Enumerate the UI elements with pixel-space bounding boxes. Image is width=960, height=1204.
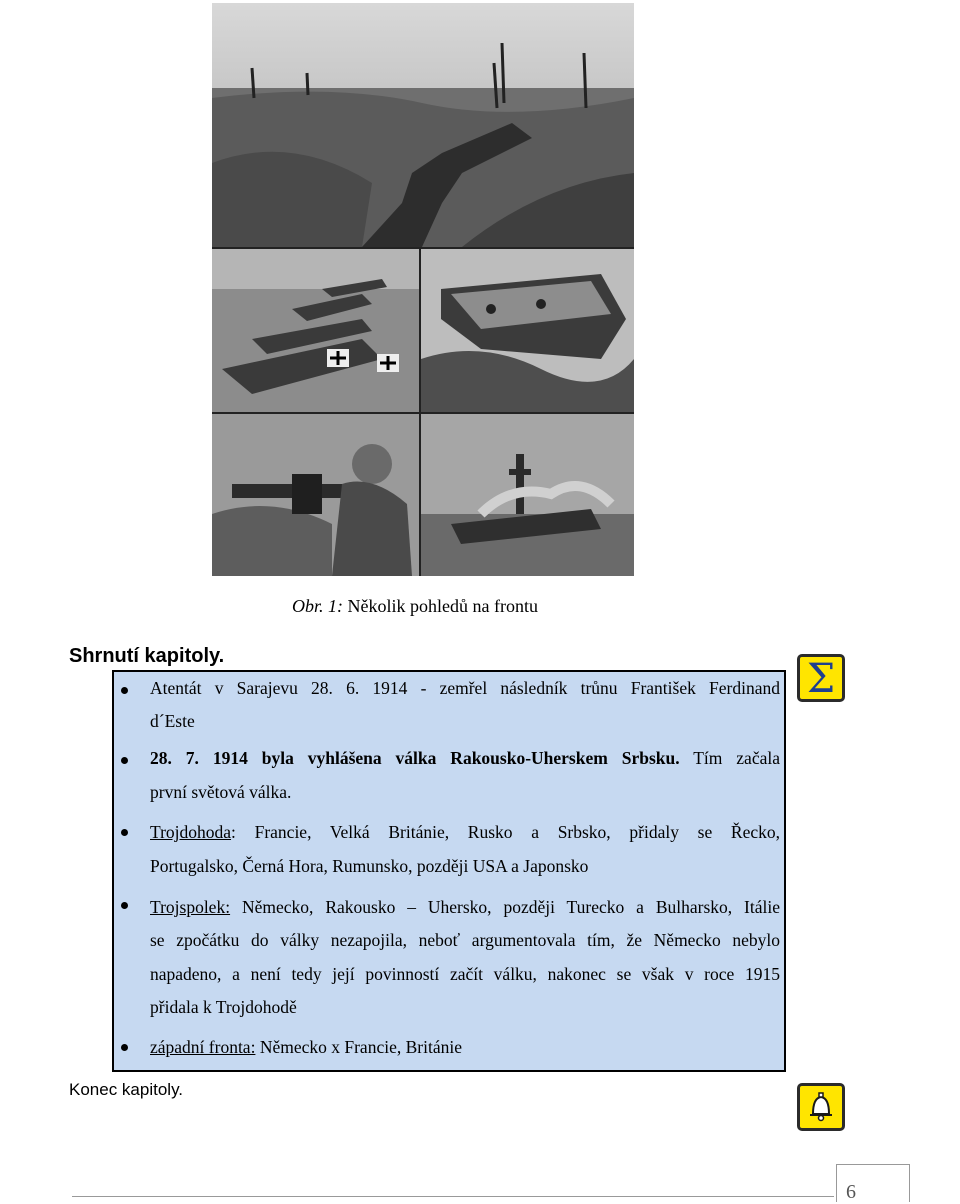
bullet-1-line-1: Atentát v Sarajevu 28. 6. 1914 - zemřel následník trůnu František Ferdinand bbox=[150, 678, 780, 698]
bullet-3-line-1 bbox=[150, 822, 780, 843]
bullet-dot bbox=[121, 829, 128, 836]
bullet-3-rest: : Francie, Velká Británie, Rusko a Srbsko, přidaly se Řecko, bbox=[231, 822, 780, 842]
photo-tank bbox=[421, 249, 634, 412]
bell-icon bbox=[797, 1083, 845, 1131]
bullet-4-line-2: se zpočátku do války nezapojila, neboť argumentovala tím, že Německo nebylo bbox=[150, 930, 780, 950]
bullet-1-line-2: d´Este bbox=[150, 711, 195, 731]
sigma-icon: Σ bbox=[797, 654, 845, 702]
bullet-2-line-1 bbox=[150, 748, 780, 769]
end-of-chapter-label: Konec kapitoly. bbox=[69, 1080, 184, 1099]
bullet-2-rest-text: Tím začala bbox=[693, 748, 780, 768]
page-number: 6 bbox=[846, 1181, 856, 1203]
photo-sinking-warship bbox=[421, 414, 634, 576]
bullet-5-line-1 bbox=[150, 1037, 462, 1058]
term-trojdohoda: Trojdohoda bbox=[150, 822, 232, 842]
bullet-dot bbox=[121, 757, 128, 764]
bullet-4-line-4: přidala k Trojdohodě bbox=[150, 997, 297, 1017]
bullet-dot bbox=[121, 687, 128, 694]
term-zapadni-fronta: západní fronta: bbox=[150, 1037, 256, 1057]
photo-trench-landscape bbox=[212, 3, 634, 247]
bullet-dot bbox=[121, 1044, 128, 1051]
caption-text: Několik pohledů na frontu bbox=[347, 596, 538, 616]
photo-machine-gunner bbox=[212, 414, 419, 576]
bullet-3-line-2: Portugalsko, Černá Hora, Rumunsko, později USA a Japonsko bbox=[150, 856, 589, 876]
photo-biplanes bbox=[212, 249, 419, 412]
term-trojspolek: Trojspolek: bbox=[150, 897, 231, 917]
figure-caption bbox=[292, 596, 538, 617]
bullet-5-rest: Německo x Francie, Británie bbox=[255, 1037, 462, 1057]
bullet-4-rest: Německo, Rakousko – Uhersko, později Turecko a Bulharsko, Itálie bbox=[230, 897, 780, 917]
bullet-dot bbox=[121, 902, 128, 909]
summary-heading: Shrnutí kapitoly. bbox=[69, 645, 225, 667]
bullet-4-line-3: napadeno, a není tedy její povinností začít válku, nakonec se však v roce 1915 bbox=[150, 964, 780, 984]
bullet-2-bold-text: 28. 7. 1914 byla vyhlášena válka Rakousko-Uherskem Srbsku. bbox=[150, 748, 680, 768]
bullet-2-line-2: první světová válka. bbox=[150, 782, 292, 802]
bullet-4-line-1 bbox=[150, 897, 780, 918]
caption-label: Obr. 1: bbox=[292, 596, 344, 616]
front-photo-collage bbox=[212, 3, 634, 576]
footer-rule bbox=[72, 1196, 834, 1197]
